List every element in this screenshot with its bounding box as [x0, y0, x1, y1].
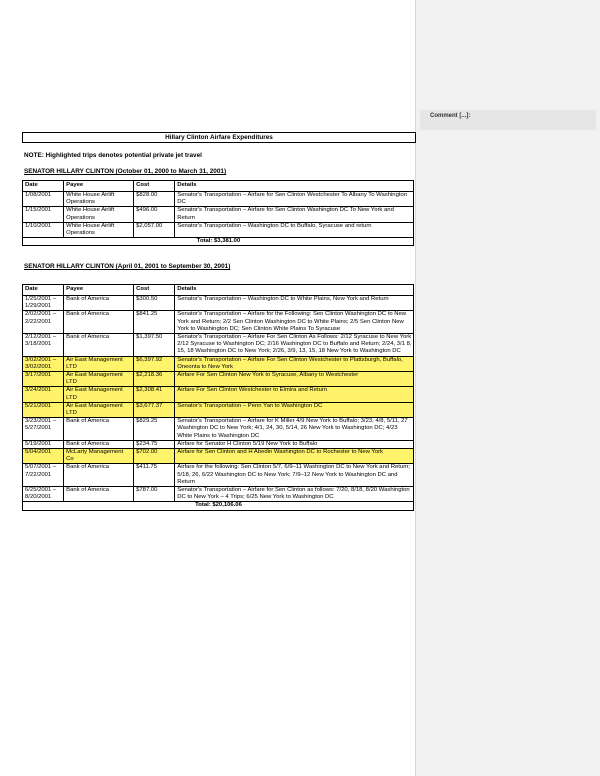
cell-payee: Air East Management LTD	[64, 402, 134, 417]
cell-cost: $2,057.00	[134, 222, 175, 237]
header-details: Details	[175, 181, 414, 192]
cell-cost: $2,218.36	[134, 372, 175, 387]
section1-table	[22, 180, 414, 246]
table-row	[23, 311, 414, 334]
table-row	[23, 487, 414, 502]
header-cost: Cost	[134, 285, 175, 296]
cell-cost: $829.25	[134, 418, 175, 441]
highlight-note: NOTE: Highlighted trips denotes potential private jet travel	[24, 152, 202, 159]
header-payee: Payee	[64, 285, 134, 296]
cell-date: 6/25/2001 – 8/20/2001	[23, 487, 64, 502]
section1-heading: SENATOR HILLARY CLINTON (October 01, 2000 to March 31, 2001)	[24, 168, 227, 175]
cell-cost: $496.00	[134, 207, 175, 222]
table-row	[23, 372, 414, 387]
cell-date: 5/04/2001	[23, 449, 64, 464]
cell-cost: $234.75	[134, 440, 175, 448]
cell-date: 3/17/2001	[23, 372, 64, 387]
section2-table	[22, 284, 414, 511]
section1-total-row	[23, 238, 414, 246]
section2-heading: SENATOR HILLARY CLINTON (April 01, 2001 to September 30, 2001)	[24, 263, 231, 270]
cell-cost: $828.00	[134, 192, 175, 207]
cell-details: Airfare For Sen Clinton Westchester to Elmira and Return	[175, 387, 414, 402]
table-row	[23, 387, 414, 402]
table-row	[23, 296, 414, 311]
cell-payee: White House Airlift Operations	[64, 207, 134, 222]
cell-cost: $1,397.50	[134, 334, 175, 357]
cell-cost: $411.75	[134, 464, 175, 487]
cell-payee: White House Airlift Operations	[64, 222, 134, 237]
cell-date: 3/24/2001	[23, 387, 64, 402]
table-row	[23, 402, 414, 417]
cell-cost: $300.50	[134, 296, 175, 311]
cell-payee: McLarty Management Co	[64, 449, 134, 464]
table-header-row	[23, 285, 414, 296]
section1-total: Total: $3,381.00	[23, 238, 414, 246]
table-row	[23, 449, 414, 464]
cell-cost: $787.00	[134, 487, 175, 502]
cell-details: Senator's Transportation – Airfare for K Miller 4/9 New York to Buffalo; 3/23, 4/8, 5/11, 27 Washington DC to New York; 4/1, 24, 30, 5/14, 26 New York to Washington DC; 4/23 White Plains to Washington DC	[175, 418, 414, 441]
table-row	[23, 464, 414, 487]
cell-cost: $6,397.92	[134, 356, 175, 371]
cell-cost: $702.00	[134, 449, 175, 464]
cell-details: Airfare For Sen Clinton New York to Syracuse, Albany to Westchester	[175, 372, 414, 387]
section2-total: Total: $20,106.06	[23, 502, 414, 510]
header-cost: Cost	[134, 181, 175, 192]
cell-details: Senator's Transportation – Penn Yan to Washington DC	[175, 402, 414, 417]
cell-date: 2/12/2001 – 3/18/2001	[23, 334, 64, 357]
cell-date: 1/10/2001	[23, 222, 64, 237]
header-details: Details	[175, 285, 414, 296]
cell-payee: Bank of America	[64, 296, 134, 311]
cell-details: Senator's Transportation – Airfare for Sen Clinton Westchester To Albany To Washington DC	[175, 192, 414, 207]
header-date: Date	[23, 181, 64, 192]
cell-date: 3/02/2001 – 3/02/2001	[23, 356, 64, 371]
table-row	[23, 222, 414, 237]
cell-cost: $3,677.37	[134, 402, 175, 417]
header-payee: Payee	[64, 181, 134, 192]
table-row	[23, 356, 414, 371]
cell-date: 1/08/2001	[23, 192, 64, 207]
cell-date: 5/21/2001	[23, 402, 64, 417]
table-header-row	[23, 181, 414, 192]
cell-payee: White House Airlift Operations	[64, 192, 134, 207]
cell-payee: Bank of America	[64, 487, 134, 502]
cell-date: 3/23/2001 – 5/27/2001	[23, 418, 64, 441]
cell-details: Senator's Transportation – Airfare for Sen Clinton as follows: 7/20, 8/18, 8/20 Washington DC to New York – 4 Trips; 6/25 New York to Washington DC	[175, 487, 414, 502]
document-title: Hillary Clinton Airfare Expenditures	[22, 132, 416, 143]
cell-details: Airfare for Sen Clinton and H Abedin Washington DC to Rochester to New York	[175, 449, 414, 464]
cell-cost: $2,308.41	[134, 387, 175, 402]
table-row	[23, 440, 414, 448]
section2-total-row	[23, 502, 414, 510]
cell-details: Senator's Transportation – Airfare for the Following: Sen Clinton Washington DC to New York and Return; 2/2 Sen Clinton Washington DC to White Plains; 2/5 Sen Clinton New York to Washington DC; Sen Clinton White Plains To Syracuse	[175, 311, 414, 334]
cell-payee: Air East Management LTD	[64, 356, 134, 371]
comment-label: Comment [...]:	[430, 113, 471, 119]
table-row	[23, 418, 414, 441]
cell-payee: Air East Management LTD	[64, 387, 134, 402]
cell-date: 2/02/2001 – 2/22/2001	[23, 311, 64, 334]
cell-details: Senator's Transportation – Washington DC to White Plains, New York and Return	[175, 296, 414, 311]
cell-payee: Air East Management LTD	[64, 372, 134, 387]
cell-details: Senator's Transportation – Washington DC to Buffalo, Syracuse and return	[175, 222, 414, 237]
cell-cost: $841.25	[134, 311, 175, 334]
cell-details: Airfare for the following: Sen Clinton 5/7, 6/9–11 Washington DC to New York and Return; 5/18, 26, 6/22 Washington DC to New York; 7/9–12 New York to Washington DC and Return	[175, 464, 414, 487]
cell-date: 1/15/2001	[23, 207, 64, 222]
cell-payee: Bank of America	[64, 440, 134, 448]
table-row	[23, 334, 414, 357]
cell-details: Airfare for Senator H Clinton 5/19 New York to Buffalo	[175, 440, 414, 448]
table-row	[23, 192, 414, 207]
cell-payee: Bank of America	[64, 418, 134, 441]
cell-date: 5/19/2001	[23, 440, 64, 448]
cell-date: 1/25/2001 – 1/29/2001	[23, 296, 64, 311]
cell-payee: Bank of America	[64, 464, 134, 487]
table-row	[23, 207, 414, 222]
cell-payee: Bank of America	[64, 311, 134, 334]
cell-date: 5/07/2001 – 7/22/2001	[23, 464, 64, 487]
cell-details: Senator's Transportation – Airfare For Sen Clinton Westchester to Plattsburgh, Buffalo, Oneonta to New York	[175, 356, 414, 371]
cell-details: Senator's Transportation – Airfare For Sen Clinton As Follows: 2/12 Syracuse to New York 2/12 Syracuse to Washington DC; 2/16 Washington DC to Buffalo and Return; 2/24, 3/1 8, 15, 18 Washington DC to New York; 2/26, 3/9, 13, 15, 18 New York to Washington DC	[175, 334, 414, 357]
cell-payee: Bank of America	[64, 334, 134, 357]
header-date: Date	[23, 285, 64, 296]
cell-details: Senator's Transportation – Airfare for Sen Clinton Washington DC To New York and Return	[175, 207, 414, 222]
